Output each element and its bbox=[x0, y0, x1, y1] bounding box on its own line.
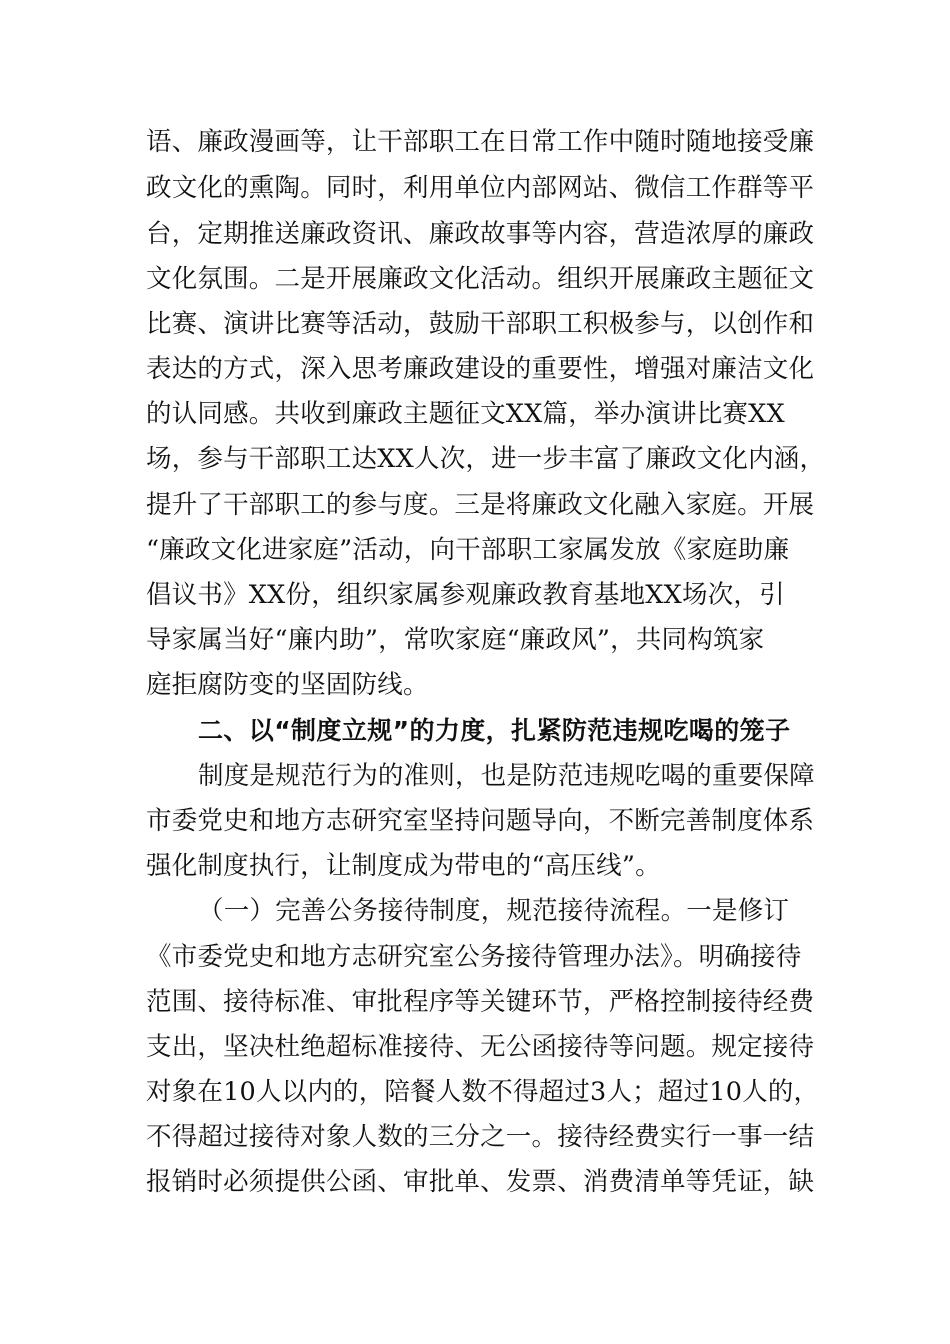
body-text-line: 制度是规范行为的准则，也是防范违规吃喝的重要保障 bbox=[198, 761, 815, 791]
body-text-line: 报销时必须提供公函、审批单、发票、消费清单等凭证，缺 bbox=[146, 1167, 815, 1197]
body-text-line: 提升了干部职工的参与度。三是将廉政文化融入家庭。开展 bbox=[146, 490, 815, 520]
body-text-line: 支出，坚决杜绝超标准接待、无公函接待等问题。规定接待 bbox=[146, 1032, 815, 1062]
body-text-line: 台，定期推送廉政资讯、廉政故事等内容，营造浓厚的廉政 bbox=[146, 219, 815, 249]
body-text-line: 不得超过接待对象人数的三分之一。接待经费实行一事一结 bbox=[146, 1122, 815, 1152]
body-text-line: 政文化的熏陶。同时，利用单位内部网站、微信工作群等平 bbox=[146, 173, 815, 203]
body-text-line: 庭拒腐防变的坚固防线。 bbox=[146, 670, 429, 700]
body-text-line: 文化氛围。二是开展廉政文化活动。组织开展廉政主题征文 bbox=[146, 264, 815, 294]
body-text-line: 导家属当好“廉内助”，常吹家庭“廉政风”，共同构筑家 bbox=[146, 625, 765, 655]
section-heading: 二、以“制度立规”的力度，扎紧防范违规吃喝的笼子 bbox=[198, 716, 791, 745]
body-text-line: 范围、接待标准、审批程序等关键环节，严格控制接待经费 bbox=[146, 987, 815, 1017]
body-text-line: 强化制度执行，让制度成为带电的“高压线”。 bbox=[146, 851, 661, 881]
body-text-line: 《市委党史和地方志研究室公务接待管理办法》。明确接待 bbox=[146, 942, 802, 972]
subsection-text-line: （一）完善公务接待制度，规范接待流程。一是修订 bbox=[198, 896, 790, 926]
body-text-line: 语、廉政漫画等，让干部职工在日常工作中随时随地接受廉 bbox=[146, 127, 815, 157]
body-text-line: 比赛、演讲比赛等活动，鼓励干部职工积极参与，以创作和 bbox=[146, 309, 815, 339]
body-text-line: 场，参与干部职工达XX人次，进一步丰富了廉政文化内涵， bbox=[146, 444, 826, 474]
body-text-line: 倡议书》XX份，组织家属参观廉政教育基地XX场次，引 bbox=[146, 580, 785, 610]
body-text-line: 对象在10人以内的，陪餐人数不得超过3人；超过10人的， bbox=[146, 1077, 820, 1107]
body-text-line: 的认同感。共收到廉政主题征文XX篇，举办演讲比赛XX bbox=[146, 399, 785, 429]
body-text-line: “廉政文化进家庭”活动，向干部职工家属发放《家庭助廉 bbox=[146, 535, 790, 565]
body-text-line: 市委党史和地方志研究室坚持问题导向，不断完善制度体系 bbox=[146, 806, 815, 836]
body-text-line: 表达的方式，深入思考廉政建设的重要性，增强对廉洁文化 bbox=[146, 354, 815, 384]
